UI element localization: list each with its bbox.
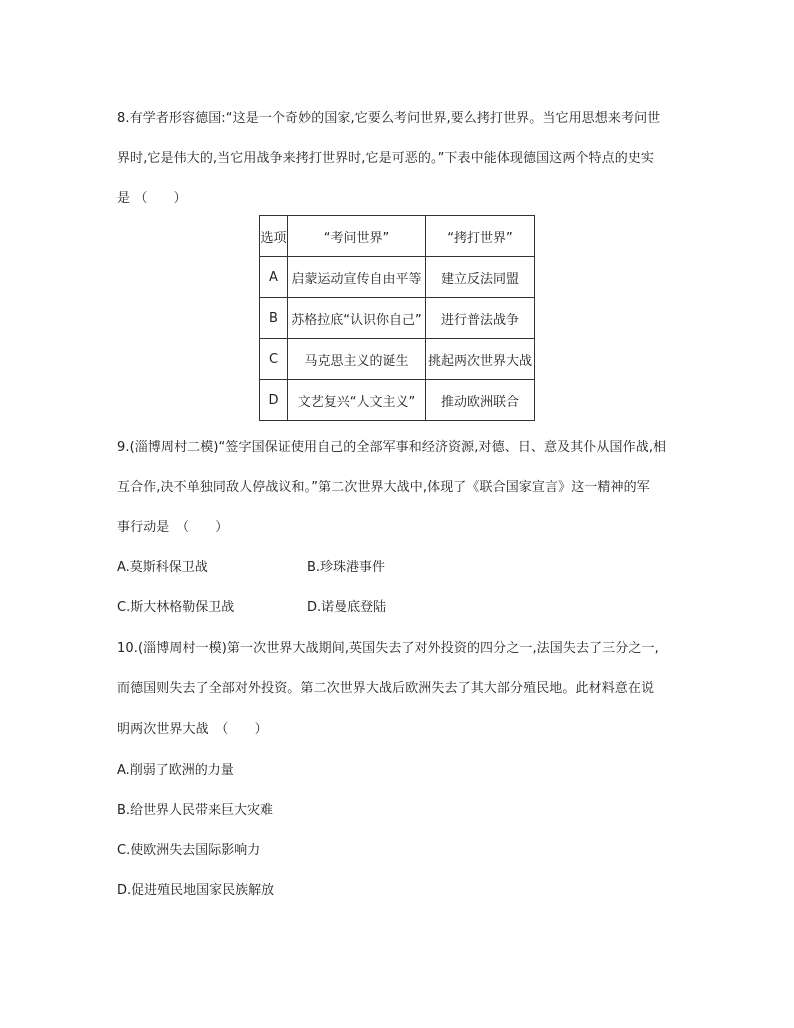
q10-stem-line-1: 10.(淄博周村一模)第一次世界大战期间,英国失去了对外投资的四分之一,法国失去了三分之一, — [117, 641, 659, 656]
table-header-row — [260, 216, 535, 257]
q10-option-c[interactable]: C.使欧洲失去国际影响力 — [117, 843, 261, 858]
table-cell: B — [260, 298, 288, 339]
table-cell: D — [260, 380, 288, 421]
table-header-cell: 选项 — [260, 216, 288, 257]
table-cell: 进行普法战争 — [426, 298, 535, 339]
q10-stem-line-3: 明两次世界大战 （ ） — [117, 722, 268, 737]
q9-option-c[interactable]: C.斯大林格勒保卫战 — [117, 600, 235, 615]
table-row — [260, 298, 535, 339]
table-row — [260, 380, 535, 421]
q10-option-d[interactable]: D.促进殖民地国家民族解放 — [117, 883, 275, 898]
table-cell: 建立反法同盟 — [426, 257, 535, 298]
q8-stem-line-1: 8.有学者形容德国:“这是一个奇妙的国家,它要么考问世界,要么拷打世界。当它用思想来考问世 — [117, 111, 661, 126]
q9-stem-line-2: 互合作,决不单独同敌人停战议和。”第二次世界大战中,体现了《联合国家宣言》这一精神的军 — [117, 480, 650, 495]
q9-option-d[interactable]: D.诺曼底登陆 — [307, 600, 387, 615]
table-row — [260, 257, 535, 298]
q9-stem-line-3: 事行动是 （ ） — [117, 520, 229, 535]
q10-option-a[interactable]: A.削弱了欧洲的力量 — [117, 763, 234, 778]
table-header-cell: “考问世界” — [288, 216, 426, 257]
table-cell: 推动欧洲联合 — [426, 380, 535, 421]
q8-stem-line-3: 是 （ ） — [117, 191, 187, 206]
table-cell: C — [260, 339, 288, 380]
q9-option-b[interactable]: B.珍珠港事件 — [307, 560, 386, 575]
q10-option-b[interactable]: B.给世界人民带来巨大灾难 — [117, 803, 274, 818]
table-cell: 启蒙运动宣传自由平等 — [288, 257, 426, 298]
table-header-cell: “拷打世界” — [426, 216, 535, 257]
table-cell: 挑起两次世界大战 — [426, 339, 535, 380]
q10-stem-line-2: 而德国则失去了全部对外投资。第二次世界大战后欧洲失去了其大部分殖民地。此材料意在说 — [117, 681, 655, 696]
q9-option-a[interactable]: A.莫斯科保卫战 — [117, 560, 208, 575]
table-cell: 马克思主义的诞生 — [288, 339, 426, 380]
q8-stem-line-2: 界时,它是伟大的,当它用战争来拷打世界时,它是可恶的。”下表中能体现德国这两个特点的史实 — [117, 151, 655, 166]
q9-stem-line-1: 9.(淄博周村二模)“签字国保证使用自己的全部军事和经济资源,对德、日、意及其仆从国作战,相 — [117, 440, 667, 455]
table-cell: 文艺复兴“人文主义” — [288, 380, 426, 421]
table-cell: 苏格拉底“认识你自己” — [288, 298, 426, 339]
table-cell: A — [260, 257, 288, 298]
table-row — [260, 339, 535, 380]
q8-table — [259, 215, 535, 421]
